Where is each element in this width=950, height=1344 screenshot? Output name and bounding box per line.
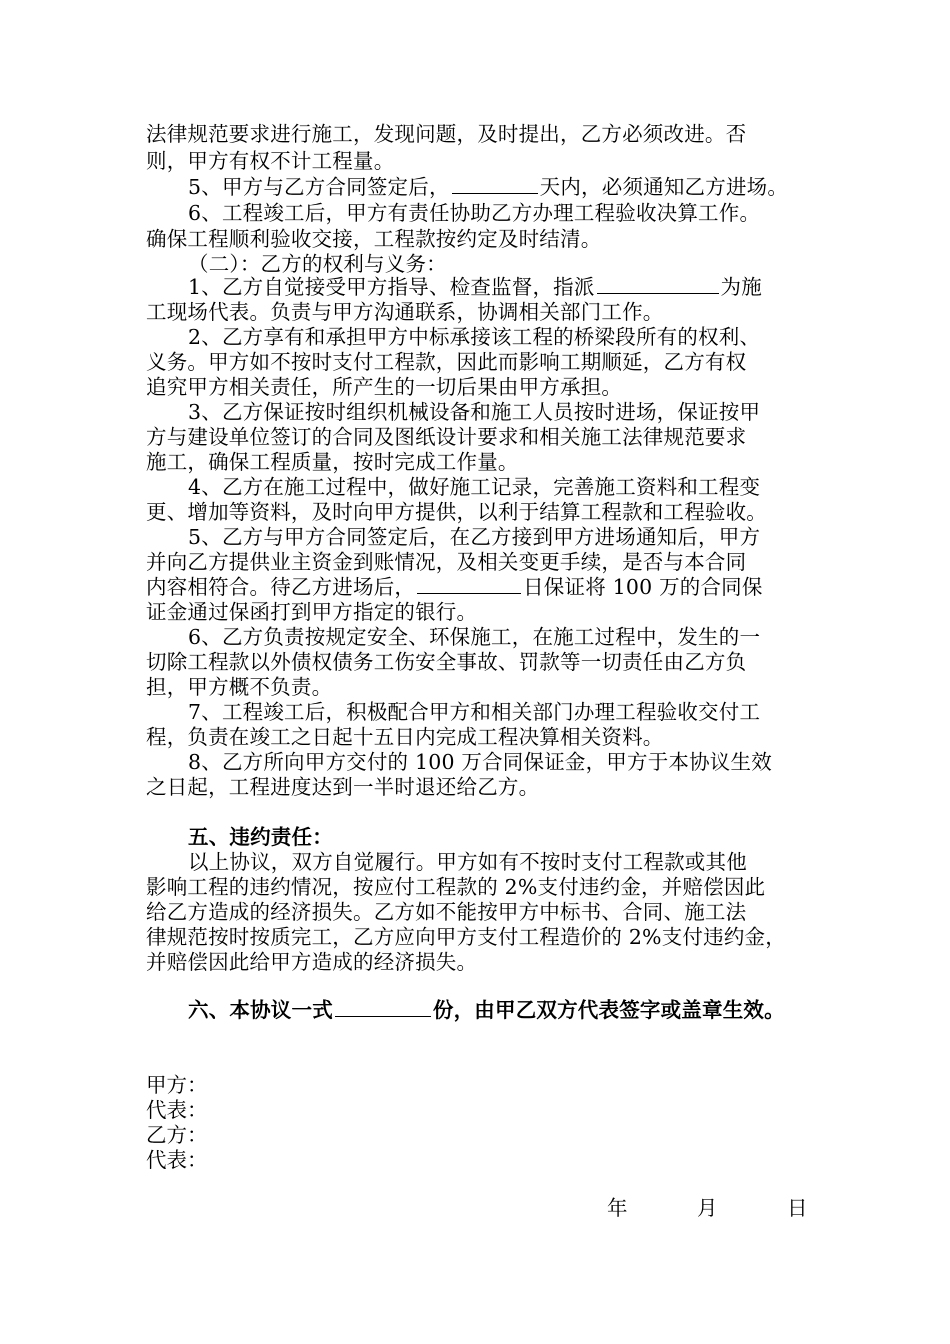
text-line: 2、乙方享有和承担甲方中标承接该工程的桥梁段所有的权利、 (188, 325, 761, 349)
fill-blank-copies (335, 998, 431, 1017)
subsection-heading: （二）：乙方的权利与义务： (188, 252, 447, 276)
text-line: 并向乙方提供业主资金到账情况，及相关变更手续，是否与本合同 (146, 550, 747, 574)
section-heading-breach: 五、违约责任： (188, 825, 333, 849)
text-line: 之日起，工程进度达到一半时退还给乙方。 (146, 775, 540, 799)
text-line: 6、工程竣工后，甲方有责任协助乙方办理工程验收决算工作。 (188, 201, 761, 225)
clause-text: 1、乙方自觉接受甲方指导、检查监督，指派 (188, 275, 595, 299)
section-heading-copies (188, 998, 785, 1022)
clause-text: 为施 (720, 275, 762, 299)
heading-text: 六、本协议一式 (188, 998, 333, 1022)
text-line: 方与建设单位签订的合同及图纸设计要求和相关施工法律规范要求 (146, 425, 747, 449)
date-month: 月 (697, 1196, 718, 1220)
text-line: 以上协议，双方自觉履行。甲方如有不按时支付工程款或其他 (188, 850, 747, 874)
clause-b5-blank-line (146, 575, 763, 599)
fill-blank-representative (597, 275, 719, 294)
text-line: 程，负责在竣工之日起十五日内完成工程决算相关资料。 (146, 725, 664, 749)
party-b-label: 乙方： (146, 1123, 208, 1147)
rep-a-label: 代表： (146, 1098, 208, 1122)
text-line: 工现场代表。负责与甲方沟通联系，协调相关部门工作。 (146, 300, 664, 324)
text-line: 8、乙方所向甲方交付的 100 万合同保证金，甲方于本协议生效 (188, 750, 772, 774)
text-line: 影响工程的违约情况，按应付工程款的 2%支付违约金，并赔偿因此 (146, 875, 766, 899)
heading-text: 份，由甲乙双方代表签字或盖章生效。 (432, 998, 785, 1022)
fill-blank-days (452, 175, 538, 194)
text-line: 3、乙方保证按时组织机械设备和施工人员按时进场，保证按甲 (188, 400, 761, 424)
text-line: 追究甲方相关责任，所产生的一切后果由甲方承担。 (146, 375, 623, 399)
text-line: 7、工程竣工后，积极配合甲方和相关部门办理工程验收交付工 (188, 700, 761, 724)
text-line: 4、乙方在施工过程中，做好施工记录，完善施工资料和工程变 (188, 475, 761, 499)
fill-blank-date (417, 575, 521, 594)
text-line: 法律规范要求进行施工，发现问题，及时提出，乙方必须改进。否 (146, 122, 747, 146)
text-line: 施工，确保工程质量，按时完成工作量。 (146, 450, 519, 474)
text-line: 6、乙方负责按规定安全、环保施工，在施工过程中，发生的一 (188, 625, 761, 649)
party-a-label: 甲方： (146, 1073, 208, 1097)
clause-text: 天内，必须通知乙方进场。 (539, 175, 789, 199)
text-line: 义务。甲方如不按时支付工程款，因此而影响工期顺延，乙方有权 (146, 350, 747, 374)
text-line: 担，甲方概不负责。 (146, 675, 333, 699)
text-line: 更、增加等资料，及时向甲方提供，以利于结算工程款和工程验收。 (146, 500, 767, 524)
clause-text: 日保证将 100 万的合同保 (523, 575, 763, 599)
clause-b1 (188, 275, 762, 299)
text-line: 5、乙方与甲方合同签定后，在乙方接到甲方进场通知后，甲方 (188, 525, 761, 549)
text-line: 确保工程顺利验收交接，工程款按约定及时结清。 (146, 227, 602, 251)
clause-a5 (188, 175, 788, 199)
text-line: 则，甲方有权不计工程量。 (146, 149, 395, 173)
clause-text: 5、甲方与乙方合同签定后， (188, 175, 450, 199)
text-line: 切除工程款以外债权债务工伤安全事故、罚款等一切责任由乙方负 (146, 650, 747, 674)
text-line: 证金通过保函打到甲方指定的银行。 (146, 600, 478, 624)
text-line: 给乙方造成的经济损失。乙方如不能按甲方中标书、合同、施工法 (146, 900, 747, 924)
rep-b-label: 代表： (146, 1148, 208, 1172)
date-day: 日 (787, 1196, 808, 1220)
clause-text: 内容相符合。待乙方进场后， (146, 575, 416, 599)
date-year: 年 (607, 1196, 628, 1220)
text-line: 律规范按时按质完工，乙方应向甲方支付工程造价的 2%支付违约金， (146, 925, 786, 949)
text-line: 并赔偿因此给甲方造成的经济损失。 (146, 950, 478, 974)
